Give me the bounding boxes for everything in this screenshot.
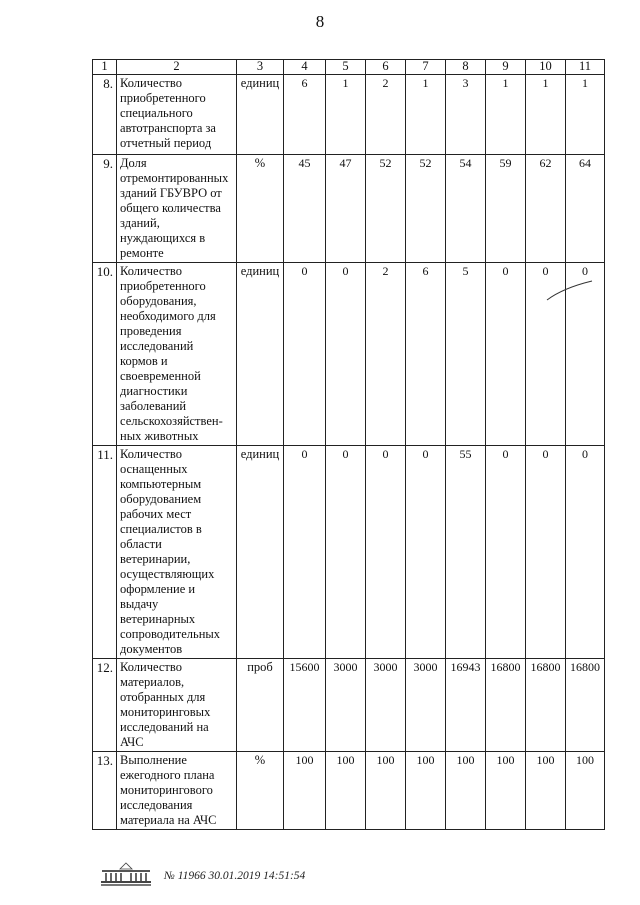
value-cell: 6 <box>284 75 326 155</box>
value-cell: 100 <box>366 752 406 830</box>
registration-stamp: № 11966 30.01.2019 14:51:54 <box>164 870 306 882</box>
value-cell: 64 <box>566 155 605 263</box>
row-number: 10. <box>93 263 117 446</box>
value-cell: 15600 <box>284 659 326 752</box>
value-cell: 100 <box>486 752 526 830</box>
value-cell: 16800 <box>526 659 566 752</box>
unit-cell: единиц <box>237 446 284 659</box>
value-cell: 100 <box>406 752 446 830</box>
table-row <box>93 659 605 752</box>
column-header: 4 <box>284 60 326 75</box>
value-cell: 0 <box>566 263 605 446</box>
value-cell: 54 <box>446 155 486 263</box>
value-cell: 16800 <box>486 659 526 752</box>
value-cell: 100 <box>284 752 326 830</box>
value-cell: 1 <box>326 75 366 155</box>
value-cell: 5 <box>446 263 486 446</box>
value-cell: 0 <box>526 446 566 659</box>
unit-cell: единиц <box>237 75 284 155</box>
value-cell: 0 <box>326 263 366 446</box>
value-cell: 0 <box>526 263 566 446</box>
column-header: 8 <box>446 60 486 75</box>
column-header: 5 <box>326 60 366 75</box>
value-cell: 3000 <box>406 659 446 752</box>
document-footer <box>98 862 305 890</box>
value-cell: 47 <box>326 155 366 263</box>
column-header: 7 <box>406 60 446 75</box>
value-cell: 100 <box>446 752 486 830</box>
column-header: 3 <box>237 60 284 75</box>
unit-cell: единиц <box>237 263 284 446</box>
unit-cell: % <box>237 752 284 830</box>
row-number: 8. <box>93 75 117 155</box>
column-header: 9 <box>486 60 526 75</box>
value-cell: 1 <box>566 75 605 155</box>
value-cell: 59 <box>486 155 526 263</box>
pen-stroke-mark <box>545 278 595 304</box>
indicator-description: Количество материалов, отобранных для мониторинговых исследований на АЧС <box>117 659 237 752</box>
table-row <box>93 75 605 155</box>
value-cell: 2 <box>366 263 406 446</box>
column-header: 11 <box>566 60 605 75</box>
value-cell: 3 <box>446 75 486 155</box>
value-cell: 0 <box>284 446 326 659</box>
government-building-logo-icon <box>98 861 154 892</box>
value-cell: 1 <box>526 75 566 155</box>
indicator-description: Количество приобретенного специального автотранспорта за отчетный период <box>117 75 237 155</box>
column-header: 6 <box>366 60 406 75</box>
value-cell: 100 <box>326 752 366 830</box>
value-cell: 0 <box>326 446 366 659</box>
value-cell: 1 <box>406 75 446 155</box>
value-cell: 0 <box>486 263 526 446</box>
value-cell: 62 <box>526 155 566 263</box>
value-cell: 100 <box>566 752 605 830</box>
value-cell: 52 <box>366 155 406 263</box>
indicator-description: Доля отремонтированных зданий ГБУВРО от общего количества зданий, нуждающихся в ремонте <box>117 155 237 263</box>
unit-cell: % <box>237 155 284 263</box>
table-row <box>93 263 605 446</box>
indicators-table <box>92 59 605 830</box>
row-number: 13. <box>93 752 117 830</box>
value-cell: 100 <box>526 752 566 830</box>
value-cell: 16943 <box>446 659 486 752</box>
value-cell: 6 <box>406 263 446 446</box>
row-number: 9. <box>93 155 117 263</box>
page-number: 8 <box>315 12 325 31</box>
value-cell: 0 <box>366 446 406 659</box>
unit-cell: проб <box>237 659 284 752</box>
value-cell: 45 <box>284 155 326 263</box>
value-cell: 0 <box>566 446 605 659</box>
table-header-row <box>93 60 605 75</box>
indicator-description: Количество приобретенного оборудования, необходимого для проведения исследований кормов и своевременной диагностики заболеваний сельскохозяйствен-ных животных <box>117 263 237 446</box>
column-header: 2 <box>117 60 237 75</box>
value-cell: 16800 <box>566 659 605 752</box>
value-cell: 3000 <box>366 659 406 752</box>
column-header: 1 <box>93 60 117 75</box>
value-cell: 52 <box>406 155 446 263</box>
row-number: 11. <box>93 446 117 659</box>
table-row <box>93 752 605 830</box>
value-cell: 2 <box>366 75 406 155</box>
value-cell: 3000 <box>326 659 366 752</box>
value-cell: 55 <box>446 446 486 659</box>
table-row <box>93 446 605 659</box>
value-cell: 0 <box>486 446 526 659</box>
value-cell: 0 <box>284 263 326 446</box>
table-row <box>93 155 605 263</box>
value-cell: 1 <box>486 75 526 155</box>
value-cell: 0 <box>406 446 446 659</box>
column-header: 10 <box>526 60 566 75</box>
indicator-description: Выполнение ежегодного плана мониторингового исследования материала на АЧС <box>117 752 237 830</box>
indicator-description: Количество оснащенных компьютерным оборудованием рабочих мест специалистов в области ветеринарии, осуществляющих оформление и выдачу ветеринарных сопроводительных документов <box>117 446 237 659</box>
row-number: 12. <box>93 659 117 752</box>
